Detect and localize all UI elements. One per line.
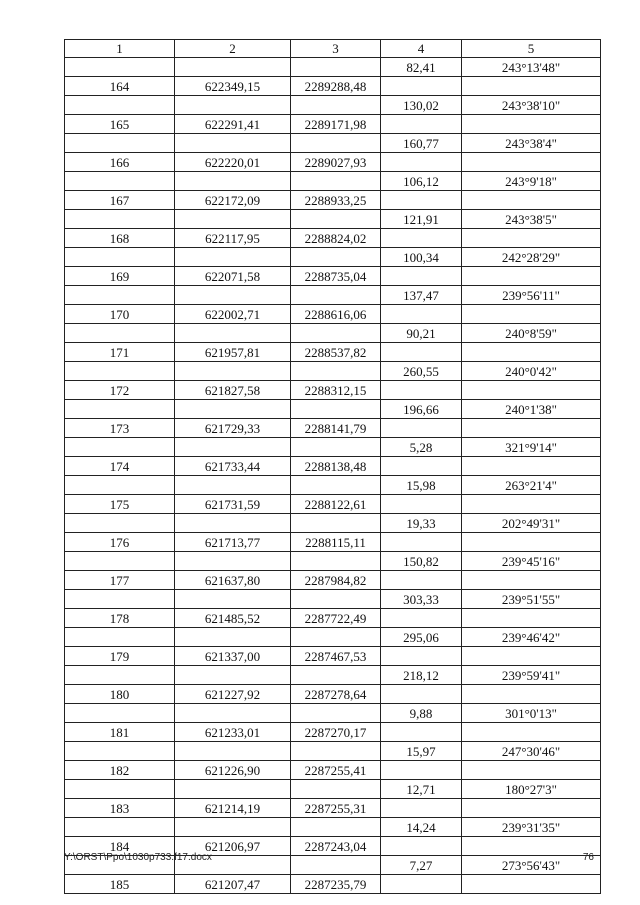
- distance-cell: 100,34: [381, 248, 462, 267]
- point-number-cell: 165: [65, 115, 175, 134]
- y-coordinate-cell: 2287722,49: [291, 609, 381, 628]
- empty-cell: [291, 666, 381, 685]
- point-number-cell: 173: [65, 419, 175, 438]
- segment-row: [65, 172, 601, 191]
- segment-row: [65, 210, 601, 229]
- segment-row: [65, 134, 601, 153]
- angle-cell: 239°31'35": [462, 818, 601, 837]
- x-coordinate-cell: 621337,00: [175, 647, 291, 666]
- point-row: [65, 533, 601, 552]
- point-row: [65, 685, 601, 704]
- segment-row: [65, 628, 601, 647]
- segment-row: [65, 818, 601, 837]
- empty-cell: [175, 742, 291, 761]
- point-number-cell: 181: [65, 723, 175, 742]
- y-coordinate-cell: 2288824,02: [291, 229, 381, 248]
- empty-cell: [291, 590, 381, 609]
- angle-cell: 240°8'59": [462, 324, 601, 343]
- empty-cell: [381, 229, 462, 248]
- empty-cell: [65, 96, 175, 115]
- empty-cell: [381, 647, 462, 666]
- segment-row: [65, 400, 601, 419]
- segment-row: [65, 324, 601, 343]
- distance-cell: 14,24: [381, 818, 462, 837]
- empty-cell: [65, 286, 175, 305]
- empty-cell: [65, 666, 175, 685]
- page-number: 76: [582, 852, 594, 863]
- empty-cell: [462, 799, 601, 818]
- empty-cell: [175, 58, 291, 77]
- distance-cell: 196,66: [381, 400, 462, 419]
- y-coordinate-cell: 2287255,31: [291, 799, 381, 818]
- x-coordinate-cell: 621233,01: [175, 723, 291, 742]
- empty-cell: [291, 172, 381, 191]
- y-coordinate-cell: 2288735,04: [291, 267, 381, 286]
- x-coordinate-cell: 622291,41: [175, 115, 291, 134]
- empty-cell: [381, 191, 462, 210]
- y-coordinate-cell: 2288616,06: [291, 305, 381, 324]
- segment-row: [65, 552, 601, 571]
- x-coordinate-cell: 621637,80: [175, 571, 291, 590]
- empty-cell: [462, 761, 601, 780]
- coordinates-table: [64, 39, 601, 894]
- y-coordinate-cell: 2287235,79: [291, 875, 381, 894]
- empty-cell: [381, 723, 462, 742]
- empty-cell: [175, 96, 291, 115]
- empty-cell: [291, 780, 381, 799]
- angle-cell: 202°49'31": [462, 514, 601, 533]
- empty-cell: [65, 590, 175, 609]
- x-coordinate-cell: 621713,77: [175, 533, 291, 552]
- empty-cell: [65, 704, 175, 723]
- empty-cell: [65, 552, 175, 571]
- segment-row: [65, 666, 601, 685]
- angle-cell: 247°30'46": [462, 742, 601, 761]
- distance-cell: 12,71: [381, 780, 462, 799]
- y-coordinate-cell: 2288138,48: [291, 457, 381, 476]
- empty-cell: [381, 343, 462, 362]
- distance-cell: 15,98: [381, 476, 462, 495]
- y-coordinate-cell: 2289027,93: [291, 153, 381, 172]
- empty-cell: [175, 590, 291, 609]
- empty-cell: [381, 77, 462, 96]
- empty-cell: [462, 77, 601, 96]
- empty-cell: [175, 400, 291, 419]
- y-coordinate-cell: 2288122,61: [291, 495, 381, 514]
- empty-cell: [381, 305, 462, 324]
- point-number-cell: 177: [65, 571, 175, 590]
- point-number-cell: 166: [65, 153, 175, 172]
- y-coordinate-cell: 2287255,41: [291, 761, 381, 780]
- empty-cell: [462, 875, 601, 894]
- point-number-cell: 170: [65, 305, 175, 324]
- distance-cell: 82,41: [381, 58, 462, 77]
- point-row: [65, 77, 601, 96]
- column-header: 3: [291, 40, 381, 58]
- angle-cell: 243°38'10": [462, 96, 601, 115]
- empty-cell: [175, 628, 291, 647]
- empty-cell: [175, 818, 291, 837]
- point-number-cell: 171: [65, 343, 175, 362]
- empty-cell: [462, 533, 601, 552]
- empty-cell: [291, 324, 381, 343]
- y-coordinate-cell: 2287243,04: [291, 837, 381, 856]
- empty-cell: [291, 210, 381, 229]
- distance-cell: 295,06: [381, 628, 462, 647]
- angle-cell: 243°38'4": [462, 134, 601, 153]
- y-coordinate-cell: 2288537,82: [291, 343, 381, 362]
- empty-cell: [381, 761, 462, 780]
- empty-cell: [175, 514, 291, 533]
- column-header: 5: [462, 40, 601, 58]
- empty-cell: [65, 780, 175, 799]
- point-row: [65, 571, 601, 590]
- empty-cell: [462, 571, 601, 590]
- empty-cell: [381, 115, 462, 134]
- empty-cell: [65, 628, 175, 647]
- angle-cell: 242°28'29": [462, 248, 601, 267]
- point-number-cell: 185: [65, 875, 175, 894]
- point-number-cell: 175: [65, 495, 175, 514]
- empty-cell: [381, 685, 462, 704]
- column-header: 1: [65, 40, 175, 58]
- file-path: Y:\ORST\Ppo\1030p733.f17.docx: [64, 852, 212, 863]
- angle-cell: 243°13'48": [462, 58, 601, 77]
- empty-cell: [175, 780, 291, 799]
- empty-cell: [291, 628, 381, 647]
- y-coordinate-cell: 2288115,11: [291, 533, 381, 552]
- empty-cell: [175, 210, 291, 229]
- empty-cell: [381, 609, 462, 628]
- empty-cell: [291, 552, 381, 571]
- segment-row: [65, 590, 601, 609]
- point-number-cell: 182: [65, 761, 175, 780]
- point-row: [65, 875, 601, 894]
- empty-cell: [381, 153, 462, 172]
- point-number-cell: 179: [65, 647, 175, 666]
- empty-cell: [291, 818, 381, 837]
- empty-cell: [175, 286, 291, 305]
- empty-cell: [462, 419, 601, 438]
- y-coordinate-cell: 2288933,25: [291, 191, 381, 210]
- point-row: [65, 647, 601, 666]
- segment-row: [65, 704, 601, 723]
- point-number-cell: 176: [65, 533, 175, 552]
- angle-cell: 239°56'11": [462, 286, 601, 305]
- y-coordinate-cell: 2287270,17: [291, 723, 381, 742]
- point-number-cell: 184: [65, 837, 175, 856]
- y-coordinate-cell: 2289288,48: [291, 77, 381, 96]
- x-coordinate-cell: 622117,95: [175, 229, 291, 248]
- segment-row: [65, 96, 601, 115]
- distance-cell: 260,55: [381, 362, 462, 381]
- angle-cell: 239°45'16": [462, 552, 601, 571]
- column-header: 4: [381, 40, 462, 58]
- empty-cell: [381, 875, 462, 894]
- empty-cell: [291, 286, 381, 305]
- empty-cell: [462, 495, 601, 514]
- point-row: [65, 229, 601, 248]
- empty-cell: [291, 96, 381, 115]
- empty-cell: [462, 609, 601, 628]
- empty-cell: [65, 818, 175, 837]
- empty-cell: [175, 134, 291, 153]
- empty-cell: [462, 153, 601, 172]
- x-coordinate-cell: 621957,81: [175, 343, 291, 362]
- empty-cell: [65, 438, 175, 457]
- empty-cell: [381, 457, 462, 476]
- angle-cell: 243°9'18": [462, 172, 601, 191]
- y-coordinate-cell: 2289171,98: [291, 115, 381, 134]
- x-coordinate-cell: 621214,19: [175, 799, 291, 818]
- point-row: [65, 153, 601, 172]
- distance-cell: 121,91: [381, 210, 462, 229]
- empty-cell: [462, 685, 601, 704]
- angle-cell: 243°38'5": [462, 210, 601, 229]
- point-number-cell: 172: [65, 381, 175, 400]
- empty-cell: [65, 362, 175, 381]
- empty-cell: [381, 381, 462, 400]
- angle-cell: 240°0'42": [462, 362, 601, 381]
- distance-cell: 9,88: [381, 704, 462, 723]
- segment-row: [65, 476, 601, 495]
- empty-cell: [462, 343, 601, 362]
- point-row: [65, 305, 601, 324]
- angle-cell: 321°9'14": [462, 438, 601, 457]
- x-coordinate-cell: 622071,58: [175, 267, 291, 286]
- empty-cell: [65, 400, 175, 419]
- distance-cell: 7,27: [381, 856, 462, 875]
- point-row: [65, 191, 601, 210]
- empty-cell: [462, 229, 601, 248]
- point-number-cell: 174: [65, 457, 175, 476]
- segment-row: [65, 780, 601, 799]
- empty-cell: [175, 666, 291, 685]
- distance-cell: 303,33: [381, 590, 462, 609]
- empty-cell: [462, 267, 601, 286]
- empty-cell: [65, 134, 175, 153]
- empty-cell: [175, 362, 291, 381]
- distance-cell: 137,47: [381, 286, 462, 305]
- empty-cell: [291, 362, 381, 381]
- x-coordinate-cell: 622349,15: [175, 77, 291, 96]
- angle-cell: 239°59'41": [462, 666, 601, 685]
- angle-cell: 263°21'4": [462, 476, 601, 495]
- point-number-cell: 164: [65, 77, 175, 96]
- point-number-cell: 178: [65, 609, 175, 628]
- y-coordinate-cell: 2287984,82: [291, 571, 381, 590]
- x-coordinate-cell: 622172,09: [175, 191, 291, 210]
- segment-row: [65, 286, 601, 305]
- empty-cell: [175, 172, 291, 191]
- empty-cell: [291, 742, 381, 761]
- empty-cell: [291, 58, 381, 77]
- x-coordinate-cell: 621207,47: [175, 875, 291, 894]
- table-body: [65, 58, 601, 894]
- point-number-cell: 180: [65, 685, 175, 704]
- empty-cell: [65, 210, 175, 229]
- distance-cell: 160,77: [381, 134, 462, 153]
- empty-cell: [291, 134, 381, 153]
- segment-row: [65, 362, 601, 381]
- x-coordinate-cell: 621227,92: [175, 685, 291, 704]
- point-row: [65, 267, 601, 286]
- empty-cell: [291, 514, 381, 533]
- empty-cell: [462, 647, 601, 666]
- distance-cell: 15,97: [381, 742, 462, 761]
- x-coordinate-cell: 621729,33: [175, 419, 291, 438]
- empty-cell: [291, 400, 381, 419]
- distance-cell: 5,28: [381, 438, 462, 457]
- empty-cell: [291, 248, 381, 267]
- empty-cell: [381, 419, 462, 438]
- angle-cell: 239°51'55": [462, 590, 601, 609]
- empty-cell: [175, 552, 291, 571]
- x-coordinate-cell: 621733,44: [175, 457, 291, 476]
- empty-cell: [381, 571, 462, 590]
- empty-cell: [65, 476, 175, 495]
- empty-cell: [381, 799, 462, 818]
- y-coordinate-cell: 2287278,64: [291, 685, 381, 704]
- segment-row: [65, 58, 601, 77]
- distance-cell: 106,12: [381, 172, 462, 191]
- empty-cell: [65, 324, 175, 343]
- header-row: [65, 40, 601, 58]
- distance-cell: 130,02: [381, 96, 462, 115]
- x-coordinate-cell: 621226,90: [175, 761, 291, 780]
- empty-cell: [462, 305, 601, 324]
- y-coordinate-cell: 2288141,79: [291, 419, 381, 438]
- segment-row: [65, 438, 601, 457]
- point-row: [65, 457, 601, 476]
- column-header: 2: [175, 40, 291, 58]
- segment-row: [65, 742, 601, 761]
- empty-cell: [175, 324, 291, 343]
- empty-cell: [462, 191, 601, 210]
- y-coordinate-cell: 2287467,53: [291, 647, 381, 666]
- distance-cell: 90,21: [381, 324, 462, 343]
- empty-cell: [65, 248, 175, 267]
- x-coordinate-cell: 621731,59: [175, 495, 291, 514]
- point-number-cell: 168: [65, 229, 175, 248]
- x-coordinate-cell: 621206,97: [175, 837, 291, 856]
- empty-cell: [291, 704, 381, 723]
- x-coordinate-cell: 621827,58: [175, 381, 291, 400]
- empty-cell: [291, 476, 381, 495]
- point-row: [65, 761, 601, 780]
- point-number-cell: 167: [65, 191, 175, 210]
- angle-cell: 180°27'3": [462, 780, 601, 799]
- empty-cell: [65, 742, 175, 761]
- segment-row: [65, 248, 601, 267]
- empty-cell: [381, 533, 462, 552]
- empty-cell: [175, 438, 291, 457]
- empty-cell: [65, 514, 175, 533]
- distance-cell: 19,33: [381, 514, 462, 533]
- point-row: [65, 799, 601, 818]
- empty-cell: [462, 115, 601, 134]
- point-number-cell: 183: [65, 799, 175, 818]
- point-row: [65, 381, 601, 400]
- point-row: [65, 609, 601, 628]
- distance-cell: 218,12: [381, 666, 462, 685]
- angle-cell: 239°46'42": [462, 628, 601, 647]
- empty-cell: [175, 476, 291, 495]
- distance-cell: 150,82: [381, 552, 462, 571]
- empty-cell: [462, 381, 601, 400]
- empty-cell: [462, 723, 601, 742]
- angle-cell: 240°1'38": [462, 400, 601, 419]
- x-coordinate-cell: 622002,71: [175, 305, 291, 324]
- angle-cell: 273°56'43": [462, 856, 601, 875]
- point-number-cell: 169: [65, 267, 175, 286]
- empty-cell: [381, 495, 462, 514]
- empty-cell: [462, 457, 601, 476]
- empty-cell: [381, 267, 462, 286]
- y-coordinate-cell: 2288312,15: [291, 381, 381, 400]
- x-coordinate-cell: 622220,01: [175, 153, 291, 172]
- empty-cell: [65, 58, 175, 77]
- point-row: [65, 343, 601, 362]
- angle-cell: 301°0'13": [462, 704, 601, 723]
- point-row: [65, 723, 601, 742]
- empty-cell: [291, 438, 381, 457]
- empty-cell: [175, 704, 291, 723]
- segment-row: [65, 514, 601, 533]
- empty-cell: [65, 172, 175, 191]
- point-row: [65, 419, 601, 438]
- page-footer: [64, 852, 600, 866]
- point-row: [65, 115, 601, 134]
- point-row: [65, 495, 601, 514]
- empty-cell: [175, 248, 291, 267]
- x-coordinate-cell: 621485,52: [175, 609, 291, 628]
